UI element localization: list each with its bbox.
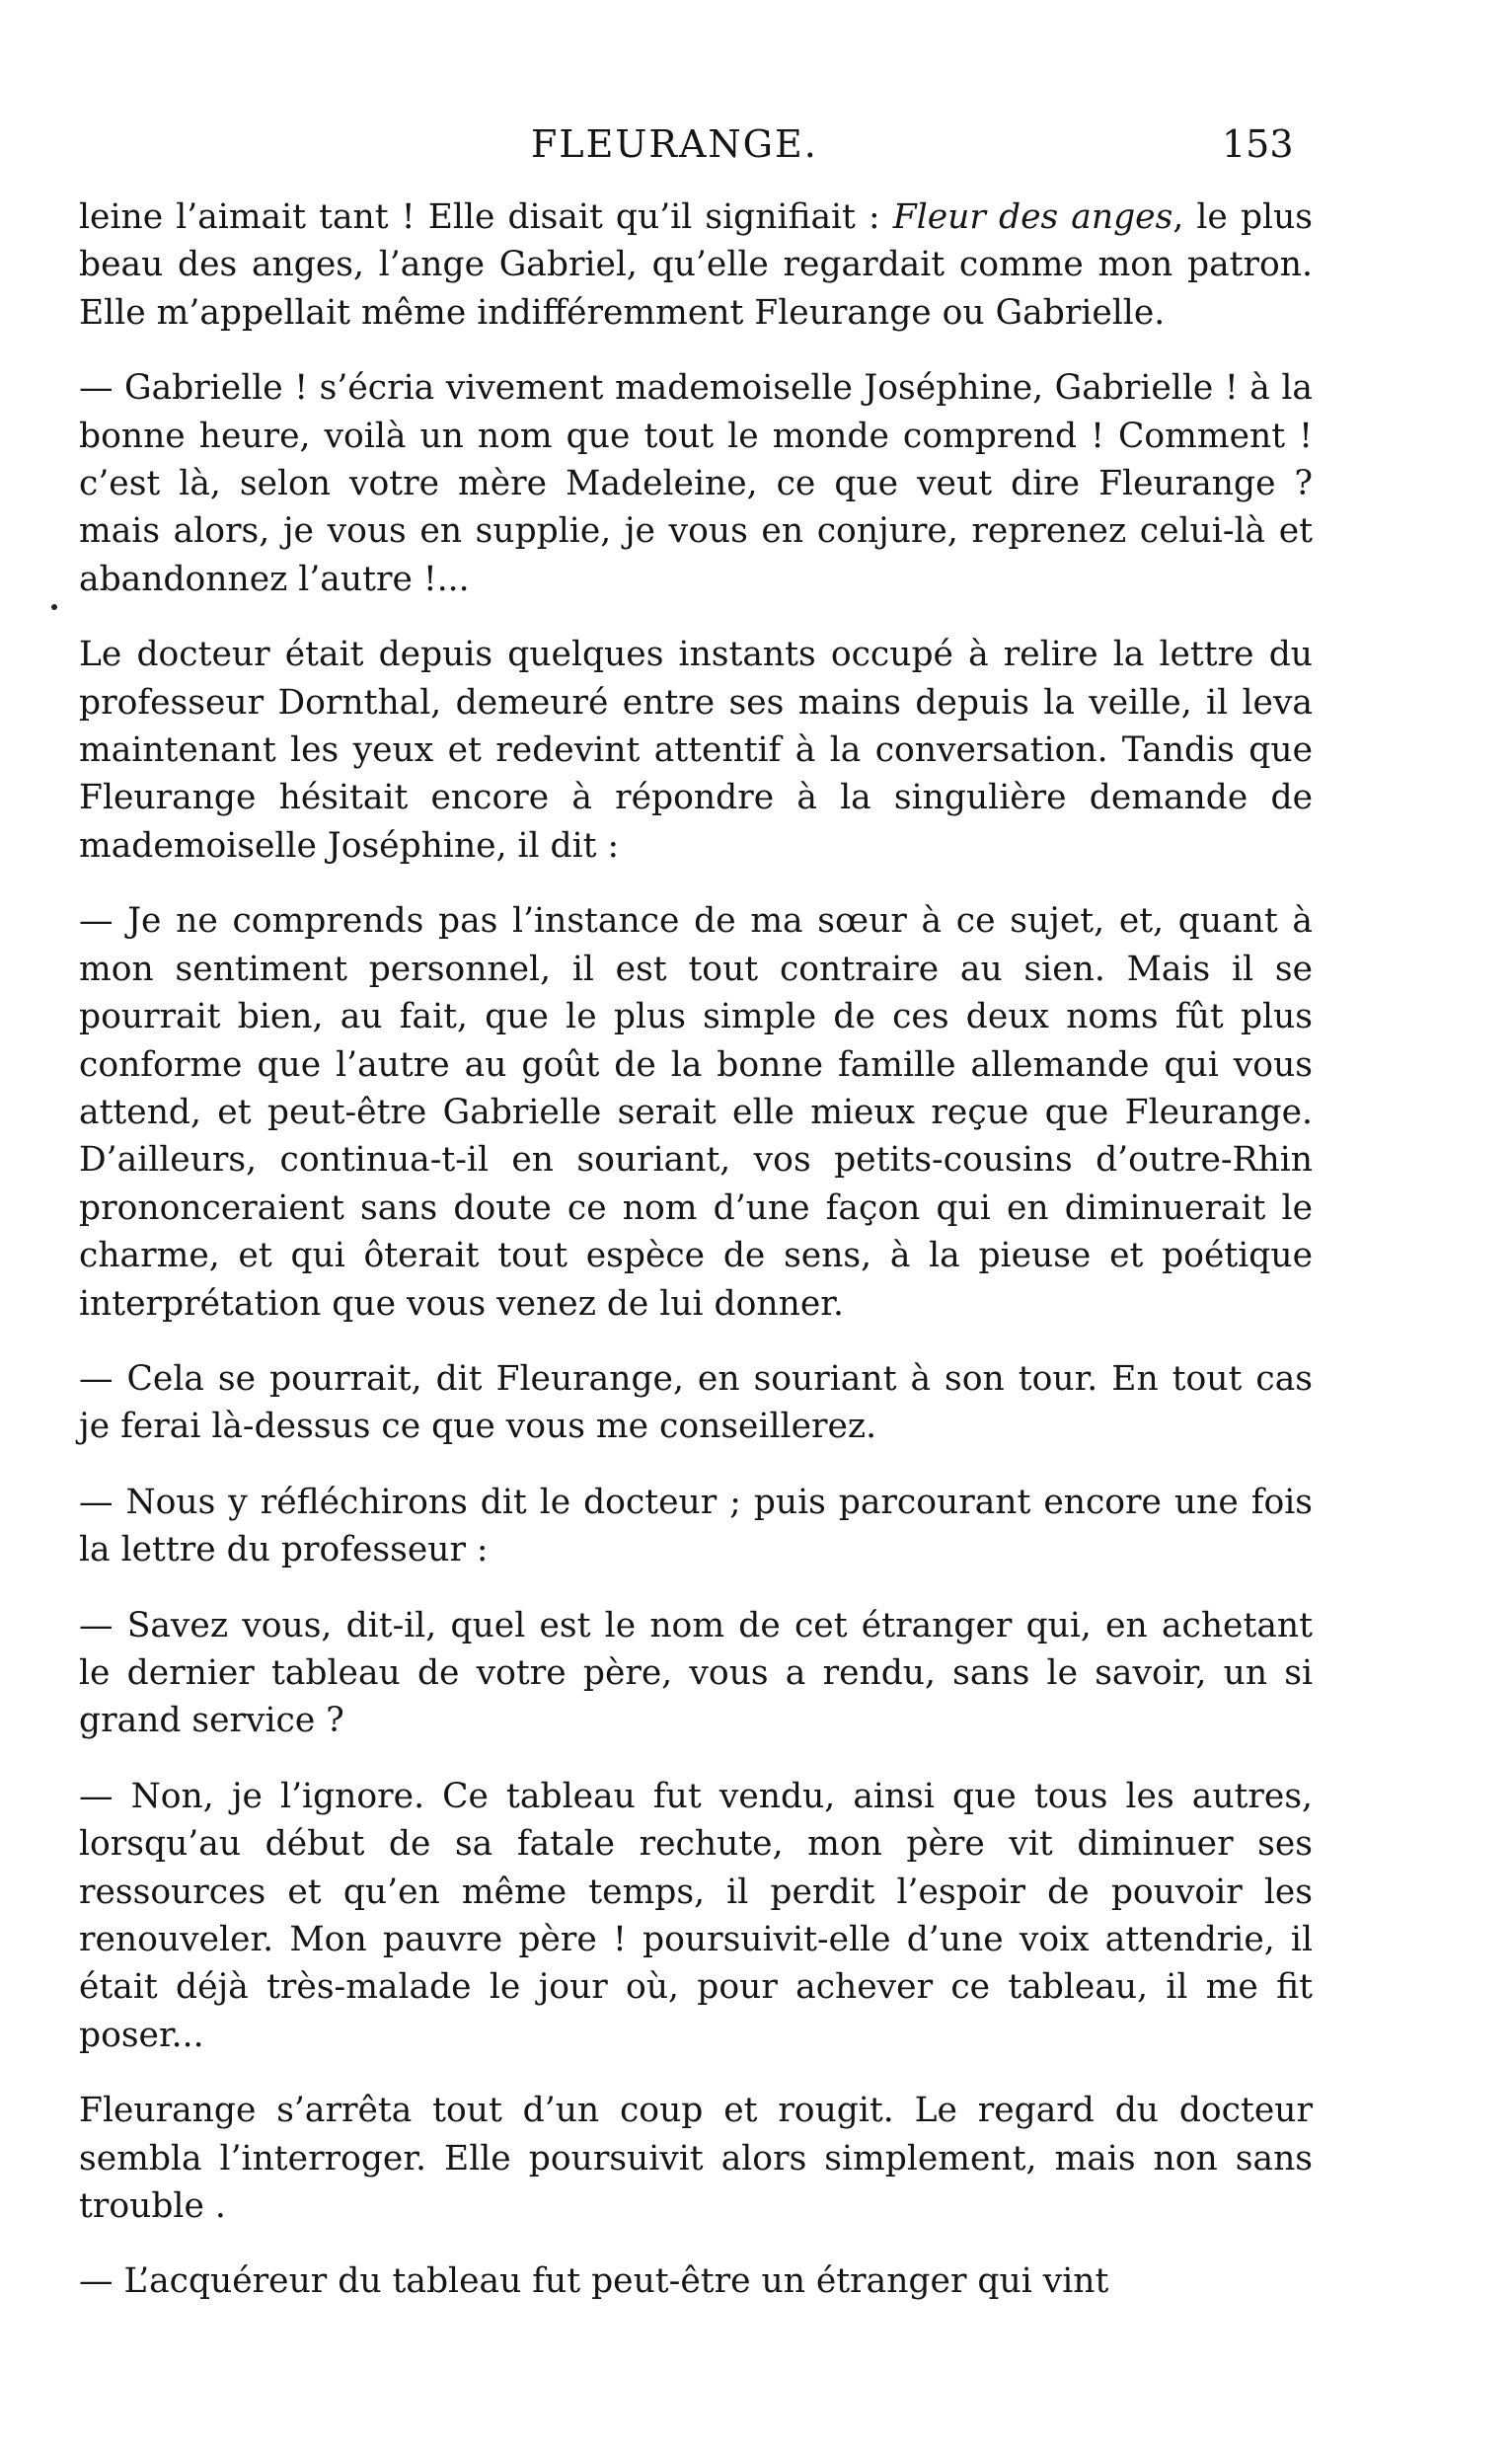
margin-dot	[51, 604, 57, 610]
paragraph-1	[79, 193, 1313, 337]
paragraph-5: — Cela se pourrait, dit Fleurange, en souriant à son tour. En tout cas je ferai là-dessus ce que vous me conseillerez.	[79, 1358, 1313, 1447]
paragraph-10: — L’acquéreur du tableau fut peut-être un étranger qui vint	[79, 2261, 1109, 2302]
page-number: 153	[1222, 122, 1294, 166]
italic-phrase: Fleur des anges	[892, 197, 1173, 237]
paragraph-text: leine l’aimait tant ! Elle disait qu’il signifiait :	[79, 197, 893, 237]
paragraph-9: Fleurange s’arrêta tout d’un coup et rougit. Le regard du docteur sembla l’interroger. Elle poursuivit alors simplement, mais non sans trouble .	[79, 2091, 1313, 2227]
running-title: FLEURANGE.	[531, 122, 818, 166]
paragraph-4: — Je ne comprends pas l’instance de ma sœur à ce sujet, et, quant à mon sentiment personnel, il est tout contraire au sien. Mais il se pourrait bien, au fait, que le plus simple de ces deux noms fût plus conforme que l’autre au goût de la bonne famille allemande qui vous attend, et peut-être Gabrielle serait elle mieux reçue que Fleurange. D’ailleurs, continua-t-il en souriant, vos petits-cousins d’outre-Rhin prononceraient sans doute ce nom d’une façon qui en diminuerait le charme, et qui ôterait tout espèce de sens, à la pieuse et poétique interprétation que vous venez de lui donner.	[79, 901, 1313, 1324]
body-text	[79, 193, 1313, 2333]
paragraph-3: Le docteur était depuis quelques instants occupé à relire la lettre du professeur Dornthal, demeuré entre ses mains depuis la veille, il leva maintenant les yeux et redevint attentif à la conversation. Tandis que Fleurange hésitait encore à répondre à la singulière demande de mademoiselle Joséphine, il dit :	[79, 635, 1313, 866]
paragraph-text: , le plus beau des anges, l’ange Gabriel, qu’elle regardait comme mon patron. Elle m’appellait même indifféremment Fleurange ou Gabrielle.	[79, 197, 1313, 333]
running-header	[0, 115, 1512, 174]
paragraph-2: — Gabrielle ! s’écria vivement mademoiselle Joséphine, Gabrielle ! à la bonne heure, voilà un nom que tout le monde comprend ! Comment ! c’est là, selon votre mère Madeleine, ce que veut dire Fleurange ? mais alors, je vous en supplie, je vous en conjure, reprenez celui-là et abandonnez l’autre !...	[79, 368, 1313, 599]
paragraph-8: — Non, je l’ignore. Ce tableau fut vendu, ainsi que tous les autres, lorsqu’au début de sa fatale rechute, mon père vit diminuer ses ressources et qu’en même temps, il perdit l’espoir de pouvoir les renouveler. Mon pauvre père ! poursuivit-elle d’une voix attendrie, il était déjà très-malade le jour où, pour achever ce tableau, il me fit poser...	[79, 1776, 1313, 2055]
paragraph-6: — Nous y réfléchirons dit le docteur ; puis parcourant encore une fois la lettre du professeur :	[79, 1482, 1313, 1570]
paragraph-7: — Savez vous, dit-il, quel est le nom de cet étranger qui, en achetant le dernier tableau de votre père, vous a rendu, sans le savoir, un si grand service ?	[79, 1605, 1313, 1741]
